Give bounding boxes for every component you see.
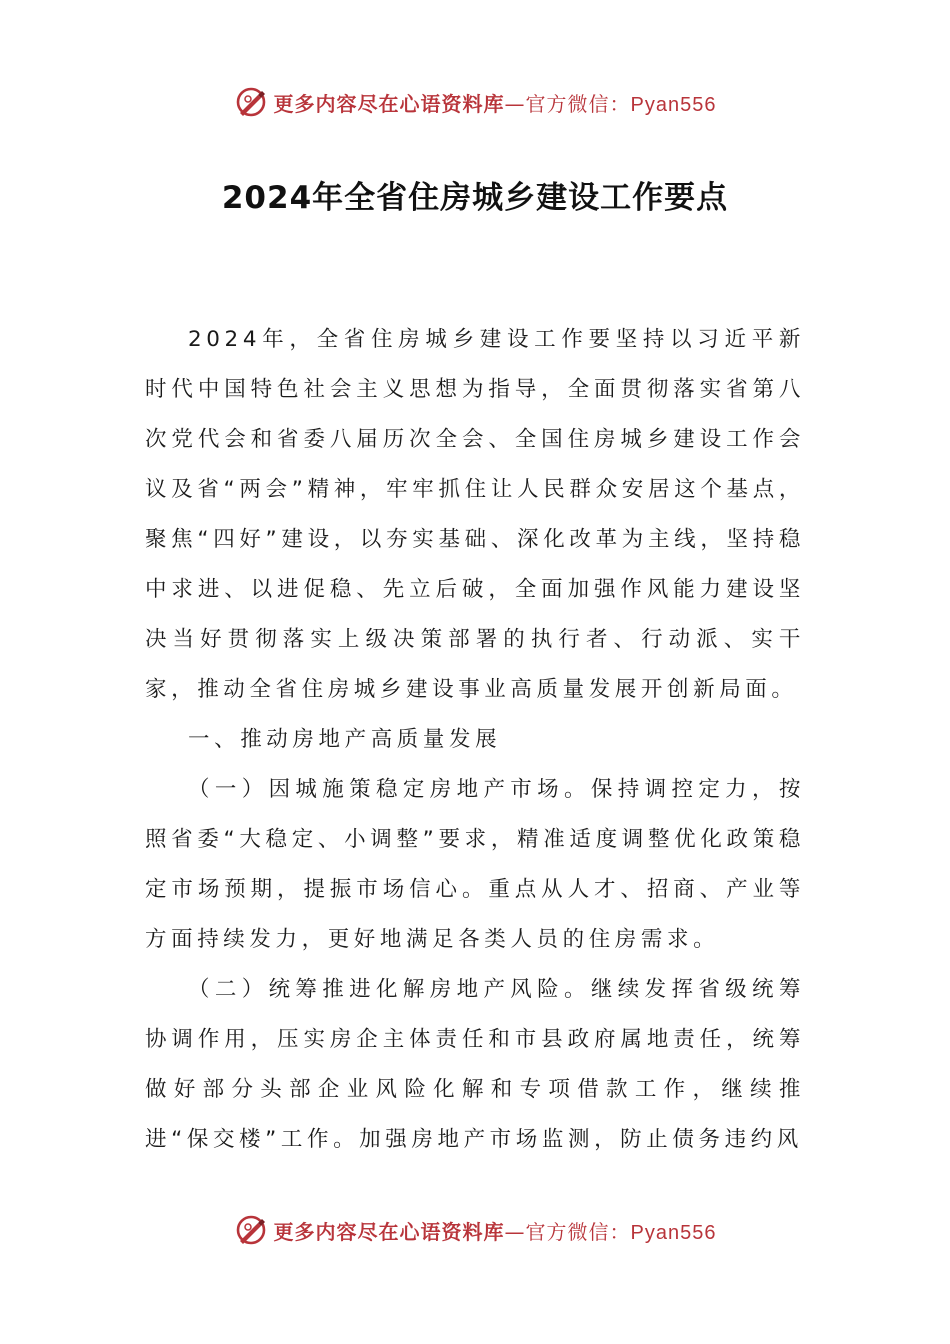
watermark-dash: — [504,1219,526,1244]
document-body [145,315,805,1165]
watermark-wechat-id: Pyan556 [630,1221,717,1244]
pen-logo-icon [234,1213,268,1247]
paragraph-intro: 2024年，全省住房城乡建设工作要坚持以习近平新时代中国特色社会主义思想为指导，全面贯彻落实省第八次党代会和省委八届历次全会、全国住房城乡建设工作会议及省“两会”精神，牢牢抓住让人民群众安居这个基点，聚焦“四好”建设，以夯实基础、深化改革为主线，坚持稳中求进、以进促稳、先立后破，全面加强作风能力建设坚决当好贯彻落实上级决策部署的执行者、行动派、实干家，推动全省住房城乡建设事业高质量发展开创新局面。 [145,327,805,702]
footer-watermark [0,1210,950,1250]
watermark-wechat-label: 官方微信： [525,91,631,116]
watermark-brand: 更多内容尽在心语资料库 [273,1219,505,1244]
watermark-text [274,1216,717,1245]
paragraph-item-1: （一）因城施策稳定房地产市场。保持调控定力，按照省委“大稳定、小调整”要求，精准适度调整优化政策稳定市场预期，提振市场信心。重点从人才、招商、产业等方面持续发力，更好地满足各类人员的住房需求。 [145,777,805,952]
watermark-dash: — [504,91,526,116]
pen-logo-icon [234,85,268,119]
section-heading-1: 一、推动房地产高质量发展 [188,727,502,752]
paragraph-item-2: （二）统筹推进化解房地产风险。继续发挥省级统筹协调作用，压实房企主体责任和市县政府属地责任，统筹做好部分头部企业风险化解和专项借款工作，继续推进“保交楼”工作。加强房地产市场监测，防止债务违约风 [145,977,805,1152]
header-watermark [0,82,950,122]
watermark-text [274,88,717,117]
watermark-wechat-label: 官方微信： [525,1219,631,1244]
document-title: 2024年全省住房城乡建设工作要点 [221,180,729,216]
watermark-brand: 更多内容尽在心语资料库 [273,91,505,116]
watermark-wechat-id: Pyan556 [630,93,717,116]
